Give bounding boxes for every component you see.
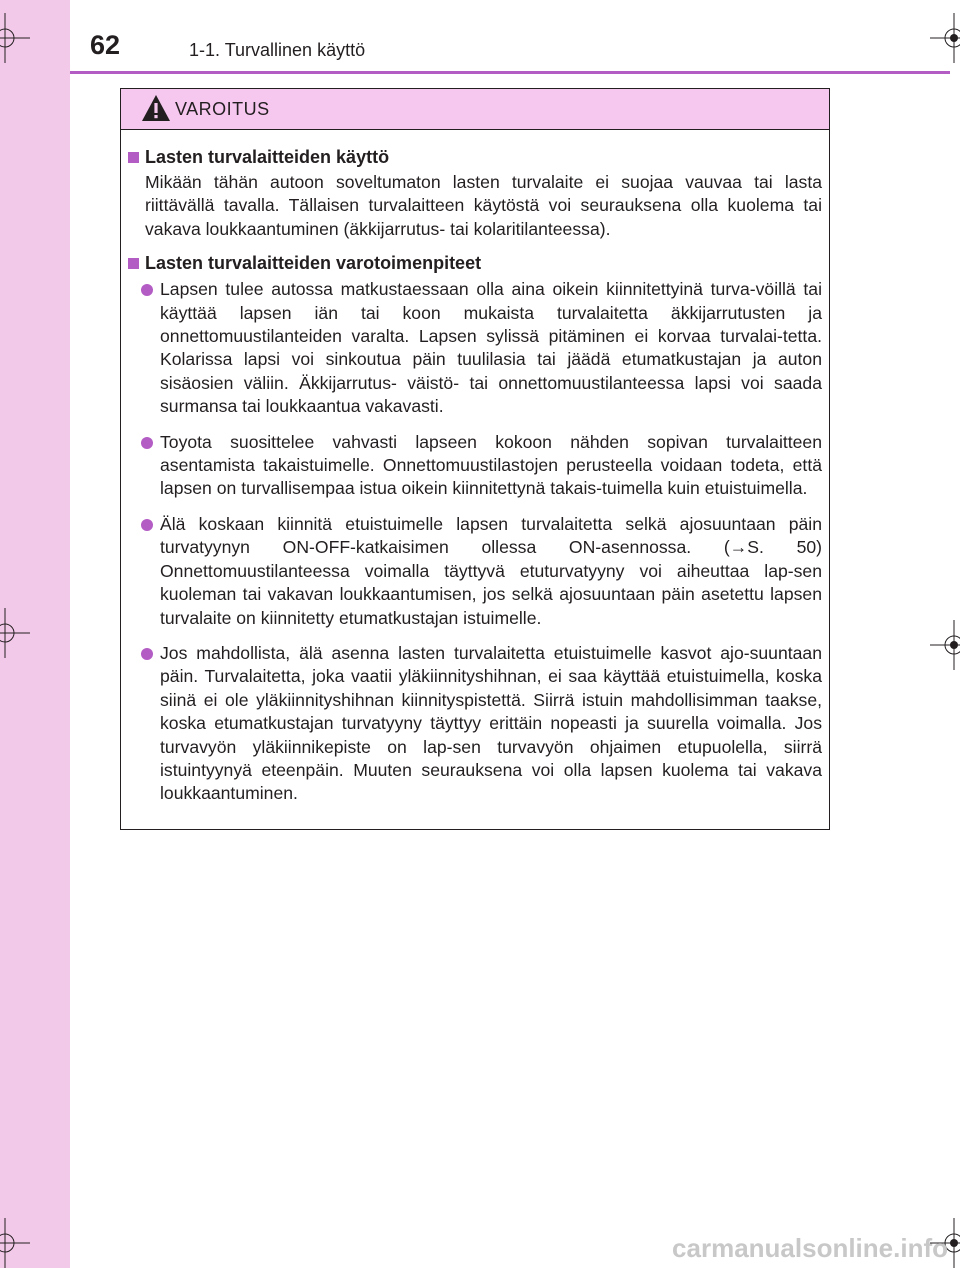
- crop-mark-icon: [0, 1218, 30, 1268]
- list-item-text: Älä koskaan kiinnitä etuistuimelle lapsen turvalaitetta selkä ajosuuntaan päin turvatyynyn ON-OFF-katkaisimen ollessa ON-asennossa. (→S. 50) Onnettomuustilanteessa voimalla täyttyvä etuturvatyyny voi aiheuttaa lap-sen kuoleman tai vakavan loukkaantumisen, jos selkä ajosuuntaan päin asetettu lapsen turvalaite on kiinnitetty etumatkustajan istuimelle.: [160, 513, 822, 628]
- bullet-dot-icon: [141, 437, 153, 449]
- section-paragraph: Mikään tähän autoon soveltumaton lasten turvalaite ei suojaa vauvaa tai lasta riittävällä tavalla. Tällaisen turvalaitteen käytöstä voi seurauksena olla kuolema tai vakava loukkaantuminen (äkkijarrutus- tai kolaritilanteessa).: [145, 172, 822, 239]
- list-item: [128, 642, 822, 806]
- section-title: 1-1. Turvallinen käyttö: [189, 40, 366, 60]
- warning-box: [120, 88, 830, 830]
- square-bullet-icon: [128, 152, 139, 163]
- list-item: [128, 431, 822, 501]
- crop-mark-icon: [930, 620, 960, 670]
- list-item-text: Toyota suosittelee vahvasti lapseen kokoon nähden sopivan turvalaitteen asentamista takaistuimelle. Onnettomuustilastojen perusteella voidaan todeta, että lapsen on turvallisempaa istua oikein kiinnitettynä takais-tuimella kuin etuistuimella.: [160, 431, 822, 499]
- crop-mark-icon: [0, 608, 30, 658]
- list-item: [128, 513, 822, 630]
- warning-triangle-icon: [141, 94, 171, 122]
- warning-title: VAROITUS: [175, 99, 270, 119]
- watermark: carmanualsonline.info: [672, 1233, 948, 1263]
- list-item: [128, 278, 822, 418]
- crop-mark-icon: [930, 13, 960, 63]
- section-heading: [128, 146, 822, 169]
- page-number: 62: [90, 30, 121, 60]
- section-heading: [128, 252, 822, 275]
- header-rule: [70, 71, 950, 74]
- section-heading-text: Lasten turvalaitteiden varotoimenpiteet: [145, 253, 482, 274]
- list-item-text: Lapsen tulee autossa matkustaessaan olla aina oikein kiinnitettyinä turva-vöillä tai käyttää lapsen iän tai koon mukaista turvalaitetta äkkijarrutusten ja onnettomuustilanteiden varalta. Lapsen sylissä pitäminen ei korvaa turvalai-tetta. Kolarissa lapsi voi sinkoutua päin tuulilasia tai jäädä etumatkustajan ja auton sisäosien väliin. Äkkijarrutus- väistö- tai onnettomuustilanteessa lapsi voi saada surmansa tai loukkaantua vakavasti.: [160, 279, 822, 417]
- square-bullet-icon: [128, 258, 139, 269]
- warning-header: [121, 89, 829, 130]
- warning-body: [121, 130, 829, 806]
- list-item-text: Jos mahdollista, älä asenna lasten turvalaitetta etuistuimelle kasvot ajo-suuntaan päin. Turvalaitetta, joka vaatii yläkiinnityshihnan, ei saa käyttää etuistuimella, koska siinä ei ole yläkiinnityshihnan kiinnityspistettä. Siirrä istuin mahdollisimman taakse, koska etumatkustajan turvatyyny täyttyy erittäin nopeasti ja suurella voimalla. Jos turvavyön yläkiinnikepiste on lap-sen turvavyön ohjaimen etupuolella, siirrä istuintyynyä eteenpäin. Muuten seurauksena voi olla lapsen kuolema tai vakava loukkaantuminen.: [160, 642, 822, 804]
- bullet-dot-icon: [141, 648, 153, 660]
- section-heading-text: Lasten turvalaitteiden käyttö: [145, 147, 390, 167]
- bullet-dot-icon: [141, 519, 153, 531]
- bullet-dot-icon: [141, 284, 153, 296]
- crop-mark-icon: [0, 13, 30, 63]
